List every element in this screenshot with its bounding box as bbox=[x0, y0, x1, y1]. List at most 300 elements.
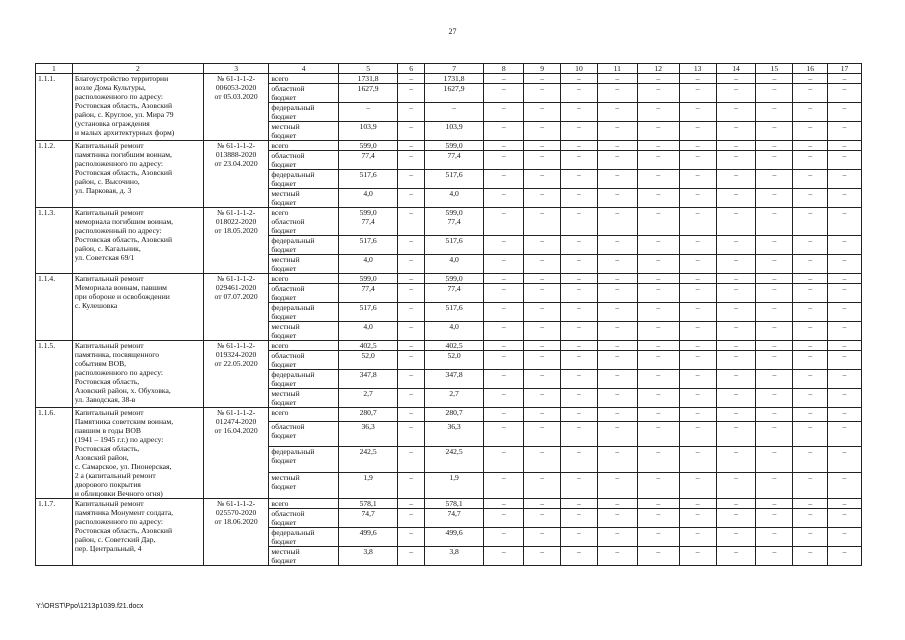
value-col-6: – bbox=[398, 255, 425, 274]
value-col-5: 4,0 bbox=[338, 255, 397, 274]
value-col-17: – bbox=[828, 255, 862, 274]
column-header-15: 15 bbox=[756, 64, 793, 74]
value-col-13: – bbox=[679, 84, 716, 103]
value-col-9: – bbox=[524, 408, 561, 422]
value-col-14: – bbox=[716, 322, 756, 341]
value-col-16: – bbox=[793, 473, 828, 499]
value-col-13: – bbox=[679, 473, 716, 499]
value-col-5: 3,8 bbox=[338, 547, 397, 566]
value-col-5: 77,4 bbox=[338, 284, 397, 303]
value-col-6: – bbox=[398, 370, 425, 389]
funding-source: областной бюджет bbox=[269, 351, 339, 370]
value-col-17: – bbox=[828, 103, 862, 122]
value-col-12: – bbox=[637, 303, 679, 322]
value-col-15: – bbox=[756, 141, 793, 151]
value-col-16: – bbox=[793, 547, 828, 566]
value-col-11: – bbox=[597, 351, 637, 370]
value-col-15: – bbox=[756, 208, 793, 236]
funding-source: федеральный бюджет bbox=[269, 170, 339, 189]
value-col-10: – bbox=[561, 547, 598, 566]
value-col-15: – bbox=[756, 122, 793, 141]
value-col-7: 74,7 bbox=[424, 509, 483, 528]
column-header-14: 14 bbox=[716, 64, 756, 74]
value-col-17: – bbox=[828, 274, 862, 284]
value-col-13: – bbox=[679, 284, 716, 303]
item-document: № 61-1-1-2- 006053-2020 от 05.03.2020 bbox=[203, 74, 269, 141]
value-col-7: 77,4 bbox=[424, 284, 483, 303]
table-body bbox=[36, 74, 862, 566]
value-col-6: – bbox=[398, 473, 425, 499]
value-col-10: – bbox=[561, 421, 598, 447]
value-col-10: – bbox=[561, 473, 598, 499]
value-col-7: 517,6 bbox=[424, 170, 483, 189]
value-col-12: – bbox=[637, 370, 679, 389]
value-col-5: 4,0 bbox=[338, 322, 397, 341]
value-col-14: – bbox=[716, 208, 756, 236]
value-col-14: – bbox=[716, 389, 756, 408]
value-col-5: 52,0 bbox=[338, 351, 397, 370]
funding-source: всего bbox=[269, 274, 339, 284]
value-col-8: – bbox=[484, 255, 524, 274]
value-col-8: – bbox=[484, 189, 524, 208]
value-col-6: – bbox=[398, 528, 425, 547]
column-header-16: 16 bbox=[793, 64, 828, 74]
value-col-10: – bbox=[561, 151, 598, 170]
value-col-10: – bbox=[561, 408, 598, 422]
value-col-11: – bbox=[597, 547, 637, 566]
value-col-6: – bbox=[398, 303, 425, 322]
value-col-10: – bbox=[561, 389, 598, 408]
value-col-7: 4,0 bbox=[424, 189, 483, 208]
value-col-17: – bbox=[828, 351, 862, 370]
funding-source: областной бюджет bbox=[269, 421, 339, 447]
value-col-15: – bbox=[756, 389, 793, 408]
value-col-10: – bbox=[561, 322, 598, 341]
value-col-15: – bbox=[756, 84, 793, 103]
value-col-13: – bbox=[679, 447, 716, 473]
value-col-14: – bbox=[716, 141, 756, 151]
value-col-17: – bbox=[828, 151, 862, 170]
table-row bbox=[36, 499, 862, 509]
value-col-7: 578,1 bbox=[424, 499, 483, 509]
value-col-9: – bbox=[524, 141, 561, 151]
value-col-12: – bbox=[637, 499, 679, 509]
value-col-8: – bbox=[484, 322, 524, 341]
column-header-3: 3 bbox=[203, 64, 269, 74]
value-col-13: – bbox=[679, 236, 716, 255]
funding-source: местный бюджет bbox=[269, 547, 339, 566]
value-col-11: – bbox=[597, 408, 637, 422]
value-col-12: – bbox=[637, 208, 679, 236]
value-col-11: – bbox=[597, 370, 637, 389]
value-col-14: – bbox=[716, 303, 756, 322]
value-col-15: – bbox=[756, 473, 793, 499]
value-col-12: – bbox=[637, 351, 679, 370]
value-col-16: – bbox=[793, 170, 828, 189]
item-document: № 61-1-1-2- 018022-2020 от 18.05.2020 bbox=[203, 208, 269, 274]
column-header-7: 7 bbox=[424, 64, 483, 74]
value-col-9: – bbox=[524, 499, 561, 509]
value-col-5: – bbox=[338, 103, 397, 122]
value-col-17: – bbox=[828, 141, 862, 151]
value-col-9: – bbox=[524, 547, 561, 566]
value-col-5: 517,6 bbox=[338, 303, 397, 322]
value-col-8: – bbox=[484, 528, 524, 547]
value-col-15: – bbox=[756, 341, 793, 351]
value-col-12: – bbox=[637, 408, 679, 422]
value-col-8: – bbox=[484, 103, 524, 122]
value-col-8: – bbox=[484, 74, 524, 84]
value-col-10: – bbox=[561, 74, 598, 84]
value-col-11: – bbox=[597, 122, 637, 141]
value-col-9: – bbox=[524, 122, 561, 141]
value-col-10: – bbox=[561, 236, 598, 255]
value-col-16: – bbox=[793, 151, 828, 170]
value-col-14: – bbox=[716, 421, 756, 447]
funding-source: местный бюджет bbox=[269, 255, 339, 274]
value-col-9: – bbox=[524, 389, 561, 408]
value-col-7: 517,6 bbox=[424, 303, 483, 322]
value-col-10: – bbox=[561, 528, 598, 547]
value-col-13: – bbox=[679, 303, 716, 322]
column-header-4: 4 bbox=[269, 64, 339, 74]
value-col-13: – bbox=[679, 170, 716, 189]
value-col-13: – bbox=[679, 255, 716, 274]
value-col-15: – bbox=[756, 421, 793, 447]
item-document: № 61-1-1-2- 025570-2020 от 18.06.2020 bbox=[203, 499, 269, 566]
value-col-17: – bbox=[828, 528, 862, 547]
value-col-7: 77,4 bbox=[424, 151, 483, 170]
value-col-16: – bbox=[793, 499, 828, 509]
budget-table bbox=[35, 63, 862, 566]
value-col-10: – bbox=[561, 370, 598, 389]
value-col-16: – bbox=[793, 274, 828, 284]
funding-source: областной бюджет bbox=[269, 84, 339, 103]
value-col-17: – bbox=[828, 447, 862, 473]
value-col-8: – bbox=[484, 389, 524, 408]
value-col-17: – bbox=[828, 322, 862, 341]
column-header-8: 8 bbox=[484, 64, 524, 74]
value-col-14: – bbox=[716, 122, 756, 141]
value-col-7: – bbox=[424, 103, 483, 122]
value-col-13: – bbox=[679, 351, 716, 370]
value-col-5: 36,3 bbox=[338, 421, 397, 447]
value-col-15: – bbox=[756, 528, 793, 547]
file-path-footer: Y:\ORST\Ppo\1213p1039.f21.docx bbox=[36, 603, 144, 610]
value-col-6: – bbox=[398, 389, 425, 408]
value-col-7: 599,0 77,4 bbox=[424, 208, 483, 236]
table-row bbox=[36, 208, 862, 236]
item-number: 1.1.5. bbox=[36, 341, 73, 408]
value-col-14: – bbox=[716, 189, 756, 208]
value-col-12: – bbox=[637, 122, 679, 141]
item-description: Благоустройство территории возле Дома Культуры, расположенного по адресу: Ростовская область, Азовский район, с. Круглое, ул. Мира 79 (установка ограждения и малых архитектурных форм) bbox=[72, 74, 203, 141]
value-col-8: – bbox=[484, 509, 524, 528]
value-col-5: 517,6 bbox=[338, 236, 397, 255]
value-col-16: – bbox=[793, 408, 828, 422]
value-col-9: – bbox=[524, 236, 561, 255]
value-col-6: – bbox=[398, 141, 425, 151]
value-col-12: – bbox=[637, 103, 679, 122]
value-col-15: – bbox=[756, 509, 793, 528]
value-col-10: – bbox=[561, 509, 598, 528]
value-col-8: – bbox=[484, 170, 524, 189]
item-number: 1.1.2. bbox=[36, 141, 73, 208]
value-col-13: – bbox=[679, 370, 716, 389]
value-col-15: – bbox=[756, 274, 793, 284]
value-col-16: – bbox=[793, 255, 828, 274]
column-header-9: 9 bbox=[524, 64, 561, 74]
value-col-13: – bbox=[679, 122, 716, 141]
value-col-17: – bbox=[828, 208, 862, 236]
value-col-14: – bbox=[716, 103, 756, 122]
value-col-8: – bbox=[484, 141, 524, 151]
funding-source: федеральный бюджет bbox=[269, 370, 339, 389]
funding-source: всего bbox=[269, 74, 339, 84]
value-col-17: – bbox=[828, 389, 862, 408]
value-col-6: – bbox=[398, 274, 425, 284]
value-col-6: – bbox=[398, 421, 425, 447]
value-col-10: – bbox=[561, 122, 598, 141]
value-col-13: – bbox=[679, 208, 716, 236]
value-col-16: – bbox=[793, 236, 828, 255]
value-col-10: – bbox=[561, 189, 598, 208]
value-col-17: – bbox=[828, 170, 862, 189]
value-col-8: – bbox=[484, 408, 524, 422]
value-col-13: – bbox=[679, 509, 716, 528]
value-col-10: – bbox=[561, 84, 598, 103]
value-col-5: 578,1 bbox=[338, 499, 397, 509]
item-number: 1.1.7. bbox=[36, 499, 73, 566]
item-description: Капитальный ремонт памятника погибшим воинам, расположенного по адресу: Ростовская область, Азовский район, с. Высочино, ул. Парковая, д. 3 bbox=[72, 141, 203, 208]
value-col-16: – bbox=[793, 322, 828, 341]
value-col-12: – bbox=[637, 274, 679, 284]
column-header-1: 1 bbox=[36, 64, 73, 74]
value-col-16: – bbox=[793, 103, 828, 122]
table-row bbox=[36, 341, 862, 351]
value-col-12: – bbox=[637, 141, 679, 151]
value-col-7: 280,7 bbox=[424, 408, 483, 422]
value-col-6: – bbox=[398, 322, 425, 341]
value-col-17: – bbox=[828, 122, 862, 141]
funding-source: всего bbox=[269, 341, 339, 351]
value-col-12: – bbox=[637, 547, 679, 566]
value-col-5: 2,7 bbox=[338, 389, 397, 408]
value-col-7: 242,5 bbox=[424, 447, 483, 473]
value-col-11: – bbox=[597, 103, 637, 122]
value-col-9: – bbox=[524, 84, 561, 103]
value-col-15: – bbox=[756, 408, 793, 422]
value-col-5: 280,7 bbox=[338, 408, 397, 422]
value-col-7: 4,0 bbox=[424, 322, 483, 341]
value-col-14: – bbox=[716, 84, 756, 103]
value-col-12: – bbox=[637, 322, 679, 341]
funding-source: областной бюджет bbox=[269, 509, 339, 528]
value-col-16: – bbox=[793, 189, 828, 208]
value-col-17: – bbox=[828, 284, 862, 303]
value-col-13: – bbox=[679, 528, 716, 547]
value-col-13: – bbox=[679, 389, 716, 408]
value-col-11: – bbox=[597, 389, 637, 408]
value-col-14: – bbox=[716, 284, 756, 303]
value-col-10: – bbox=[561, 103, 598, 122]
value-col-16: – bbox=[793, 509, 828, 528]
value-col-10: – bbox=[561, 255, 598, 274]
funding-source: федеральный бюджет bbox=[269, 236, 339, 255]
value-col-13: – bbox=[679, 141, 716, 151]
value-col-5: 1,9 bbox=[338, 473, 397, 499]
value-col-8: – bbox=[484, 351, 524, 370]
value-col-11: – bbox=[597, 255, 637, 274]
value-col-11: – bbox=[597, 151, 637, 170]
value-col-6: – bbox=[398, 122, 425, 141]
value-col-16: – bbox=[793, 303, 828, 322]
value-col-11: – bbox=[597, 528, 637, 547]
funding-source: федеральный бюджет bbox=[269, 103, 339, 122]
value-col-11: – bbox=[597, 84, 637, 103]
value-col-14: – bbox=[716, 274, 756, 284]
value-col-14: – bbox=[716, 447, 756, 473]
value-col-7: 599,0 bbox=[424, 274, 483, 284]
value-col-13: – bbox=[679, 189, 716, 208]
value-col-7: 599,0 bbox=[424, 141, 483, 151]
value-col-8: – bbox=[484, 341, 524, 351]
value-col-7: 52,0 bbox=[424, 351, 483, 370]
value-col-14: – bbox=[716, 351, 756, 370]
value-col-16: – bbox=[793, 74, 828, 84]
value-col-9: – bbox=[524, 303, 561, 322]
value-col-11: – bbox=[597, 236, 637, 255]
value-col-12: – bbox=[637, 189, 679, 208]
value-col-10: – bbox=[561, 141, 598, 151]
value-col-15: – bbox=[756, 351, 793, 370]
value-col-8: – bbox=[484, 284, 524, 303]
value-col-11: – bbox=[597, 473, 637, 499]
item-document: № 61-1-1-2- 019324-2020 от 22.05.2020 bbox=[203, 341, 269, 408]
column-header-10: 10 bbox=[561, 64, 598, 74]
value-col-17: – bbox=[828, 421, 862, 447]
value-col-13: – bbox=[679, 421, 716, 447]
value-col-13: – bbox=[679, 151, 716, 170]
table-row bbox=[36, 141, 862, 151]
value-col-15: – bbox=[756, 499, 793, 509]
value-col-14: – bbox=[716, 151, 756, 170]
value-col-16: – bbox=[793, 421, 828, 447]
value-col-11: – bbox=[597, 208, 637, 236]
value-col-6: – bbox=[398, 84, 425, 103]
value-col-16: – bbox=[793, 370, 828, 389]
value-col-13: – bbox=[679, 74, 716, 84]
value-col-5: 599,0 77,4 bbox=[338, 208, 397, 236]
value-col-15: – bbox=[756, 547, 793, 566]
value-col-15: – bbox=[756, 170, 793, 189]
value-col-7: 347,8 bbox=[424, 370, 483, 389]
item-description: Капитальный ремонт мемориала погибшим воинам, расположенный по адресу: Ростовская область, Азовский район, с. Кагальник, ул. Советская 69/1 bbox=[72, 208, 203, 274]
value-col-9: – bbox=[524, 74, 561, 84]
value-col-11: – bbox=[597, 141, 637, 151]
value-col-15: – bbox=[756, 370, 793, 389]
value-col-5: 599,0 bbox=[338, 141, 397, 151]
funding-source: местный бюджет bbox=[269, 389, 339, 408]
value-col-17: – bbox=[828, 499, 862, 509]
value-col-5: 1731,8 bbox=[338, 74, 397, 84]
value-col-8: – bbox=[484, 151, 524, 170]
value-col-7: 103,9 bbox=[424, 122, 483, 141]
value-col-9: – bbox=[524, 351, 561, 370]
value-col-6: – bbox=[398, 74, 425, 84]
column-header-17: 17 bbox=[828, 64, 862, 74]
table-row bbox=[36, 74, 862, 84]
value-col-11: – bbox=[597, 274, 637, 284]
value-col-6: – bbox=[398, 236, 425, 255]
value-col-13: – bbox=[679, 499, 716, 509]
value-col-11: – bbox=[597, 189, 637, 208]
value-col-15: – bbox=[756, 447, 793, 473]
item-number: 1.1.6. bbox=[36, 408, 73, 499]
value-col-6: – bbox=[398, 351, 425, 370]
value-col-10: – bbox=[561, 351, 598, 370]
value-col-9: – bbox=[524, 284, 561, 303]
funding-source: федеральный бюджет bbox=[269, 447, 339, 473]
value-col-13: – bbox=[679, 322, 716, 341]
value-col-9: – bbox=[524, 473, 561, 499]
value-col-16: – bbox=[793, 122, 828, 141]
value-col-10: – bbox=[561, 499, 598, 509]
item-document: № 61-1-1-2- 029461-2020 от 07.07.2020 bbox=[203, 274, 269, 341]
funding-source: местный бюджет bbox=[269, 189, 339, 208]
funding-source: областной бюджет bbox=[269, 284, 339, 303]
value-col-8: – bbox=[484, 473, 524, 499]
value-col-8: – bbox=[484, 421, 524, 447]
value-col-14: – bbox=[716, 370, 756, 389]
value-col-5: 599,0 bbox=[338, 274, 397, 284]
value-col-14: – bbox=[716, 473, 756, 499]
value-col-17: – bbox=[828, 547, 862, 566]
funding-source: всего bbox=[269, 141, 339, 151]
value-col-17: – bbox=[828, 236, 862, 255]
value-col-11: – bbox=[597, 509, 637, 528]
value-col-11: – bbox=[597, 447, 637, 473]
funding-source: всего bbox=[269, 499, 339, 509]
value-col-13: – bbox=[679, 341, 716, 351]
value-col-12: – bbox=[637, 447, 679, 473]
value-col-12: – bbox=[637, 528, 679, 547]
value-col-13: – bbox=[679, 408, 716, 422]
value-col-9: – bbox=[524, 170, 561, 189]
value-col-11: – bbox=[597, 322, 637, 341]
value-col-5: 4,0 bbox=[338, 189, 397, 208]
value-col-7: 36,3 bbox=[424, 421, 483, 447]
item-description: Капитальный ремонт памятника Монумент солдата, расположенного по адресу: Ростовская область, Азовский район, с. Советский Дар, пер. Центральный, 4 bbox=[72, 499, 203, 566]
value-col-8: – bbox=[484, 547, 524, 566]
value-col-12: – bbox=[637, 170, 679, 189]
value-col-8: – bbox=[484, 274, 524, 284]
value-col-17: – bbox=[828, 84, 862, 103]
value-col-11: – bbox=[597, 303, 637, 322]
value-col-16: – bbox=[793, 528, 828, 547]
table-row bbox=[36, 274, 862, 284]
value-col-17: – bbox=[828, 509, 862, 528]
value-col-16: – bbox=[793, 351, 828, 370]
value-col-9: – bbox=[524, 509, 561, 528]
value-col-12: – bbox=[637, 509, 679, 528]
funding-source: всего bbox=[269, 408, 339, 422]
value-col-14: – bbox=[716, 341, 756, 351]
value-col-14: – bbox=[716, 509, 756, 528]
value-col-16: – bbox=[793, 389, 828, 408]
value-col-12: – bbox=[637, 473, 679, 499]
item-document: № 61-1-1-2- 012474-2020 от 16.04.2020 bbox=[203, 408, 269, 499]
